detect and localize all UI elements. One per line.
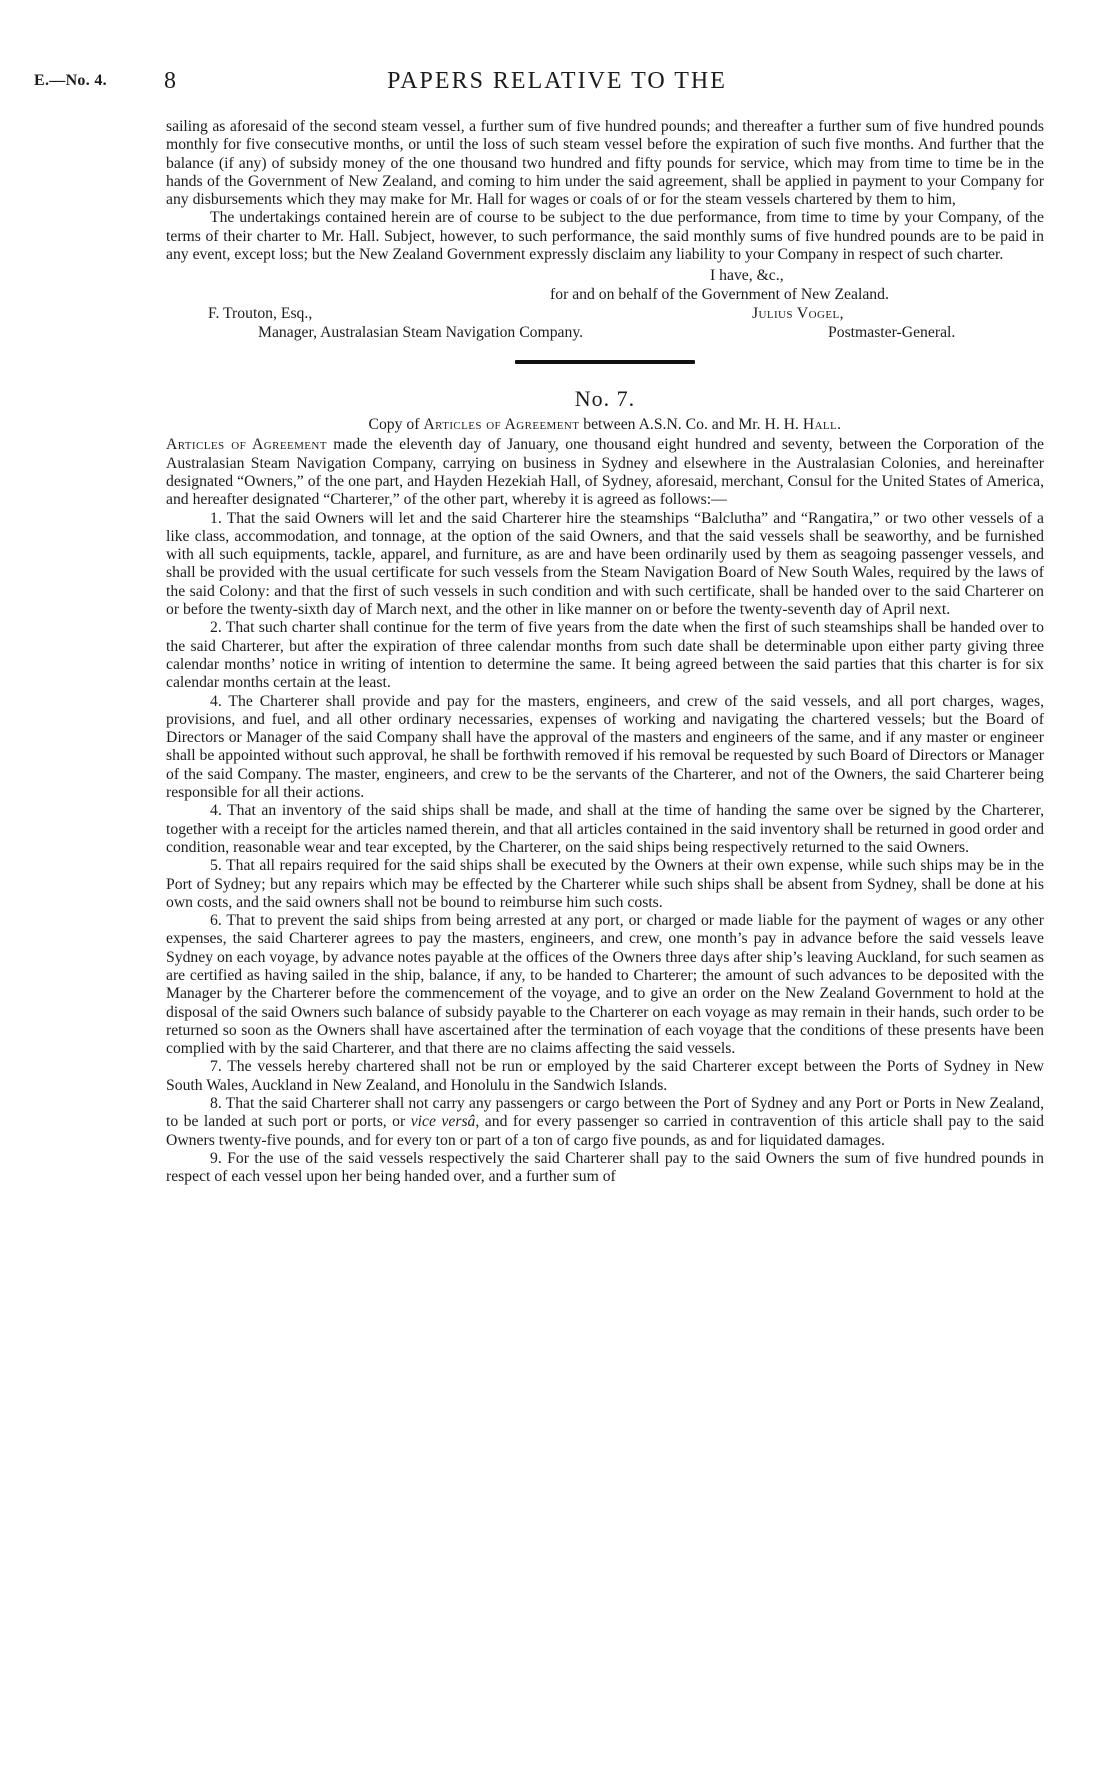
letter-paragraph-2: The undertakings contained herein are of course to be subject to the due performance, from time to time by your Company, of the terms of their charter to Mr. Hall. Subject, however, to such performance, the said monthly sums of five hundred pounds are to be paid in any event, except loss; but the New Zealand Government expressly disclaim any liability to your Company in respect of such charter.: [166, 209, 1044, 264]
clause-5: 5. That all repairs required for the said ships shall be executed by the Owners at their own expense, while such ships may be in the Port of Sydney; but any repairs which may be effected by the Charterer while such ships shall be absent from Sydney, shall be done at his own costs, and the said owners shall not be bound to reimburse him such costs.: [166, 857, 1044, 911]
clause-7: 7. The vessels hereby chartered shall not be run or employed by the said Charterer except between the Ports of Sydney in New South Wales, Auckland in New Zealand, and Honolulu in the Sandwich Islands.: [166, 1058, 1044, 1094]
clause-4: 4. That an inventory of the said ships shall be made, and shall at the time of handing the same over be signed by the Charterer, together with a receipt for the articles named therein, and that all articles contained in the said inventory shall be returned in good order and condition, reasonable wear and tear excepted, by the Charterer, on the said ships being respectively returned to the said Owners.: [166, 802, 1044, 856]
clause-1: 1. That the said Owners will let and the said Charterer hire the steamships “Balclutha” and “Rangatira,” or two other vessels of a like class, accommodation, and tonnage, at the option of the said Owners, and that the said vessels shall be seaworthy, and be furnished with all such equipments, tackle, apparel, and furniture, as are and have been ordinarily used by them as seagoing passenger vessels, and shall be provided with the usual certificate for such vessels from the Steam Navigation Board of New South Wales, required by the laws of the said Colony: and that the first of such vessels in such condition and with such certificate, shall be handed over to the said Charterer on or before the twenty-sixth day of March next, and the other in like manner on or before the twenty-seventh day of April next.: [166, 509, 1044, 619]
behalf-line: for and on behalf of the Government of New Zealand.: [550, 286, 889, 304]
clause-6: 6. That to prevent the said ships from being arrested at any port, or charged or made liable for the payment of wages or any other expenses, the said Charterer agrees to pay the masters, engineers, and crew, one month’s pay in advance before the said vessels leave Sydney on each voyage, by advance notes payable at the offices of the Owners three days after ship’s leaving Auckland, for such seamen as are certified as having sailed in the ship, balance, if any, to be handed to Charterer; the amount of such advances to be deposited with the Manager by the Charterer before the commencement of the voyage, and to give an order on the New Zealand Government to hold at the disposal of the said Owners such balance of subsidy payable to the Charterer on each voyage as may remain in their hands, such order to be returned so soon as the Owners shall have ascertained after the termination of each voyage that the conditions of these presents have been complied with by the said Charterer, and that there are no claims affecting the said vessels.: [166, 912, 1044, 1058]
letter-paragraph-1: sailing as aforesaid of the second steam vessel, a further sum of five hundred pounds; and thereafter a further sum of five hundred pounds monthly for five consecutive months, or until the loss of such steam vessel before the expiration of such five months. And further that the balance (if any) of subsidy money of the one thousand two hundred and fifty pounds for service, which may from time to time be in the hands of the Government of New Zealand, and coming to him under the said agreement, shall be applied in payment to your Company for any disbursements which they may make for Mr. Hall for wages or coals of or for the steam vessels chartered by them to him,: [166, 118, 1044, 209]
page-number: 8: [164, 68, 176, 94]
section-subtitle: Copy of Articles of Agreement between A.S.N. Co. and Mr. H. H. Hall.: [368, 416, 842, 434]
section-number: No. 7.: [574, 386, 636, 412]
clause-8: 8. That the said Charterer shall not carry any passengers or cargo between the Port of Sydney and any Port or Ports in New Zealand, to be landed at such port or ports, or vice versâ, and for every passenger so carried in contravention of this article shall pay to the said Owners twenty-five pounds, and for every ton or part of a ton of cargo five pounds, as and for liquidated damages.: [166, 1095, 1045, 1149]
page-header: [34, 68, 1080, 98]
addressee-name: F. Trouton, Esq.,: [208, 305, 313, 323]
closing-line: I have, &c.,: [710, 267, 784, 285]
clause-2: 2. That such charter shall continue for the term of five years from the date when the first of such steamships shall be handed over to the said Charterer, but after the expiration of three calendar months from such date shall be determinable upon either party giving three calendar months’ notice in writing of intention to determine the same. It being agreed between the said parties that this charter is for six calendar months certain at the least.: [166, 619, 1044, 692]
page-body: [166, 118, 1044, 1187]
addressee-title: Manager, Australasian Steam Navigation Company.: [258, 324, 584, 342]
signer-title: Postmaster-General.: [828, 324, 956, 342]
signer-name: Julius Vogel,: [752, 305, 844, 323]
clause-3: 4. The Charterer shall provide and pay for the masters, engineers, and crew of the said vessels, and all port charges, wages, provisions, and fuel, and all other ordinary necessaries, expenses of working and navigating the chartered vessels; but the Board of Directors or Manager of the said Company shall have the approval of the masters and engineers of the same, and if any master or engineer shall be appointed without such approval, he shall be forthwith removed if his removal be requested by such Board of Directors or Manager of the said Company. The master, engineers, and crew to be the servants of the Charterer, and not of the Owners, the said Charterer being responsible for all their actions.: [166, 692, 1044, 802]
clause-9: 9. For the use of the said vessels respectively the said Charterer shall pay to the said Owners the sum of five hundred pounds in respect of each vessel upon her being handed over, and a further sum of: [166, 1149, 1044, 1186]
running-title: PAPERS RELATIVE TO THE: [387, 68, 727, 94]
agreement-intro: Articles of Agreement made the eleventh day of January, one thousand eight hundred and seventy, between the Corporation of the Australasian Steam Navigation Company, carrying on business in Sydney and elsewhere in the Australasian Colonies, and hereinafter designated “Owners,” of the one part, and Hayden Hezekiah Hall, of Sydney, aforesaid, merchant, Consul for the United States of America, and hereafter designated “Charterer,” of the other part, whereby it is agreed as follows:—: [166, 436, 1045, 509]
section-divider: [515, 360, 695, 364]
document-reference: E.—No. 4.: [34, 72, 107, 89]
signature-block: [166, 264, 1044, 340]
